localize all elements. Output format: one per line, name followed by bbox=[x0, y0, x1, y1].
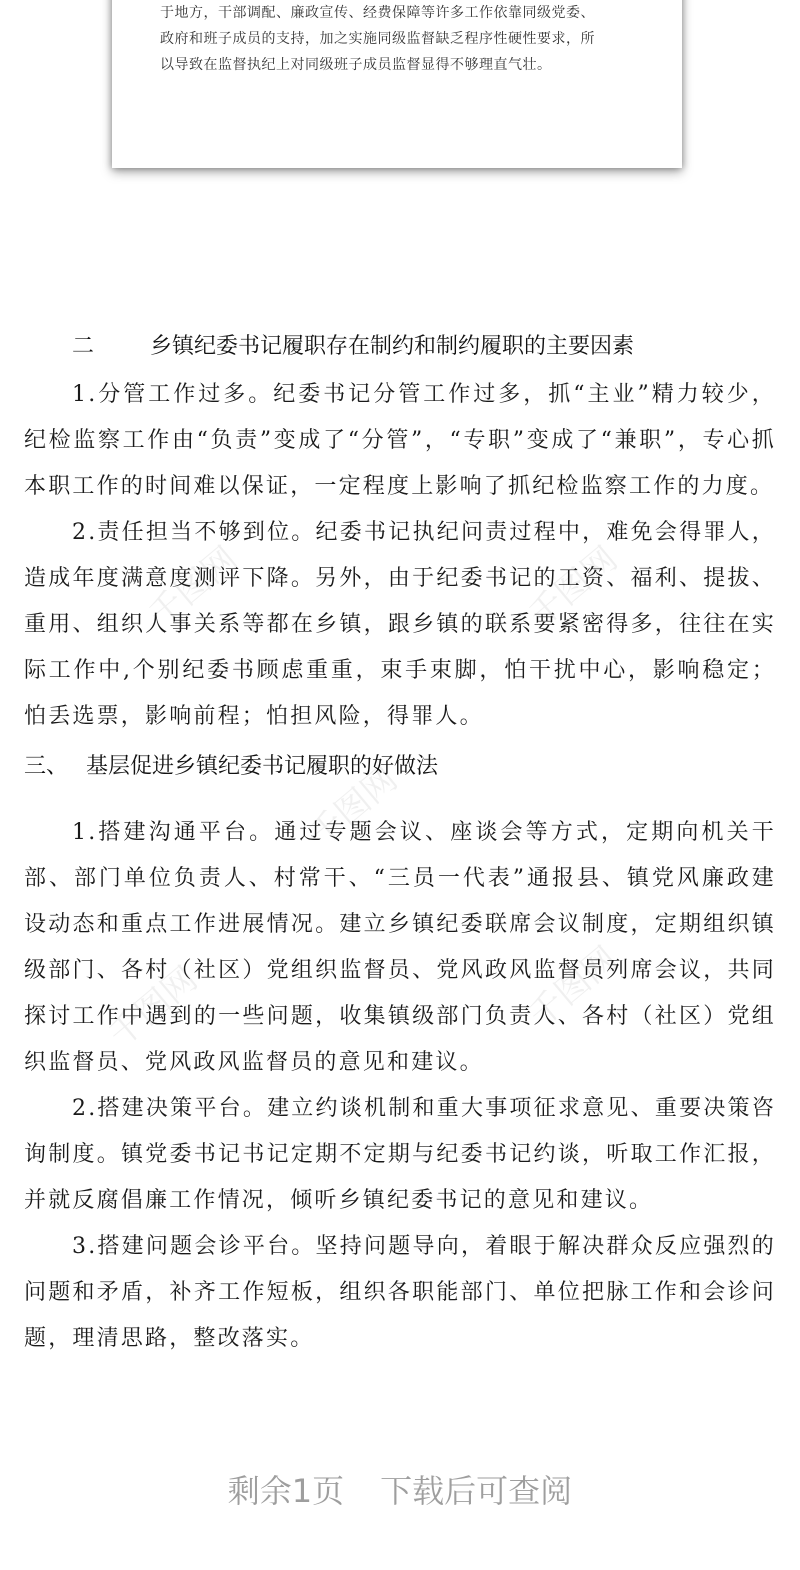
watermark: 千图网 bbox=[521, 939, 626, 1036]
watermark: 千图网 bbox=[141, 539, 246, 636]
remaining-pages-count: 剩余1页 bbox=[227, 1472, 345, 1510]
previous-page-text bbox=[160, 0, 650, 78]
section-2-number: 二 bbox=[72, 334, 95, 359]
section-2-paragraph: 2.责任担当不够到位。纪委书记执纪问责过程中，难免会得罪人，造成年度满意度测评下降。另外，由于纪委书记的工资、福利、提拔、重用、组织人事关系等都在乡镇，跟乡镇的联系要紧密得多，往往在实际工作中,个别纪委书顾虑重重，束手束脚，怕干扰中心，影响稳定；怕丢选票，影响前程；怕担风险，得罪人。 bbox=[24, 520, 776, 729]
document-body bbox=[24, 322, 776, 1362]
previous-page-line: 政府和班子成员的支持，加之实施同级监督缺乏程序性硬性要求，所 bbox=[160, 31, 595, 47]
previous-page-card bbox=[112, 0, 682, 168]
section-3-paragraph: 2.搭建决策平台。建立约谈机制和重大事项征求意见、重要决策咨询制度。镇党委书记书记定期不定期与纪委书记约谈，听取工作汇报，并就反腐倡廉工作情况，倾听乡镇纪委书记的意见和建议。 bbox=[24, 1096, 776, 1213]
section-3-heading bbox=[24, 742, 776, 792]
section-2-paragraph: 1.分管工作过多。纪委书记分管工作过多，抓“主业”精力较少，纪检监察工作由“负责”变成了“分管”，“专职”变成了“兼职”，专心抓本职工作的时间难以保证，一定程度上影响了抓纪检监察工作的力度。 bbox=[24, 382, 776, 499]
download-to-view-label: 下载后可查阅 bbox=[380, 1472, 573, 1510]
section-3-number: 三、 bbox=[24, 754, 69, 779]
previous-page-line: 于地方，干部调配、廉政宣传、经费保障等许多工作依靠同级党委、 bbox=[160, 5, 595, 21]
section-3-paragraph: 1.搭建沟通平台。通过专题会议、座谈会等方式，定期向机关干部、部门单位负责人、村常干、“三员一代表”通报县、镇党风廉政建设动态和重点工作进展情况。建立乡镇纪委联席会议制度，定期组织镇级部门、各村（社区）党组织监督员、党风政风监督员列席会议，共同探讨工作中遇到的一些问题，收集镇级部门负责人、各村（社区）党组织监督员、党风政风监督员的意见和建议。 bbox=[24, 820, 776, 1075]
section-2-title: 乡镇纪委书记履职存在制约和制约履职的主要因素 bbox=[150, 334, 635, 359]
section-3-title: 基层促进乡镇纪委书记履职的好做法 bbox=[86, 754, 439, 779]
section-3-paragraph: 3.搭建问题会诊平台。坚持问题导向，着眼于解决群众反应强烈的问题和矛盾，补齐工作短板，组织各职能部门、单位把脉工作和会诊问题，理清思路，整改落实。 bbox=[24, 1234, 776, 1351]
section-2-heading bbox=[72, 322, 776, 372]
watermark: 千图网 bbox=[101, 959, 206, 1056]
remaining-pages-notice[interactable] bbox=[0, 1466, 800, 1512]
watermark: 千图网 bbox=[521, 539, 626, 636]
watermark: 千图网 bbox=[301, 759, 406, 856]
previous-page-line: 以导致在监督执纪上对同级班子成员监督显得不够理直气壮。 bbox=[160, 57, 552, 73]
